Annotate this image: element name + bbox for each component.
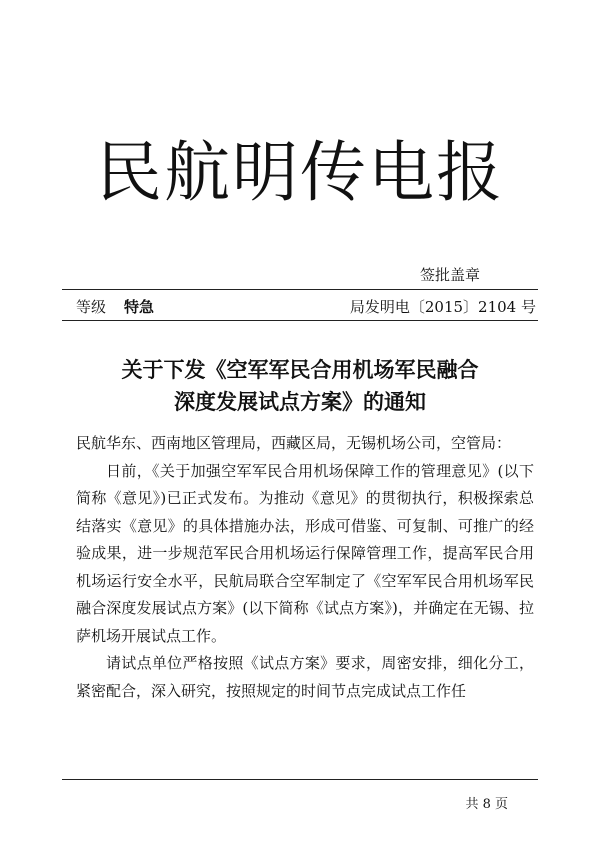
title-line-2: 深度发展试点方案》的通知 bbox=[174, 389, 426, 414]
grade-value: 特急 bbox=[124, 298, 155, 316]
header-rule-top bbox=[62, 289, 538, 290]
grade-field bbox=[76, 296, 154, 317]
body-paragraph-1: 日前，《关于加强空军军民合用机场保障工作的管理意见》(以下简称《意见》)已正式发布。为推动《意见》的贯彻执行，积极探索总结落实《意见》的具体措施办法，形成可借鉴、可复制、可推广的经验成果，进一步规范军民合用机场运行保障管理工作，提高军民合用机场运行安全水平，民航局联合空军制定了《空军军民合用机场军民融合深度发展试点方案》(以下简称《试点方案》)，并确定在无锡、拉萨机场开展试点工作。 bbox=[76, 461, 534, 645]
title-line-1: 关于下发《空军军民合用机场军民融合 bbox=[121, 357, 479, 382]
grade-label: 等级 bbox=[76, 298, 107, 316]
header-rule-bottom bbox=[62, 320, 538, 321]
document-body bbox=[76, 430, 534, 705]
footer-rule bbox=[62, 779, 538, 780]
salutation: 民航华东、西南地区管理局，西藏区局，无锡机场公司，空管局： bbox=[76, 434, 512, 452]
document-title bbox=[0, 354, 600, 418]
document-number: 局发明电〔2015〕2104 号 bbox=[349, 298, 536, 316]
masthead-title: 民航明传电报 bbox=[96, 134, 504, 211]
page-count: 共 8 页 bbox=[465, 797, 508, 812]
sign-stamp-label: 签批盖章 bbox=[419, 266, 480, 284]
body-paragraph-2: 请试点单位严格按照《试点方案》要求，周密安排，细化分工，紧密配合，深入研究，按照规定的时间节点完成试点工作任 bbox=[76, 654, 534, 700]
